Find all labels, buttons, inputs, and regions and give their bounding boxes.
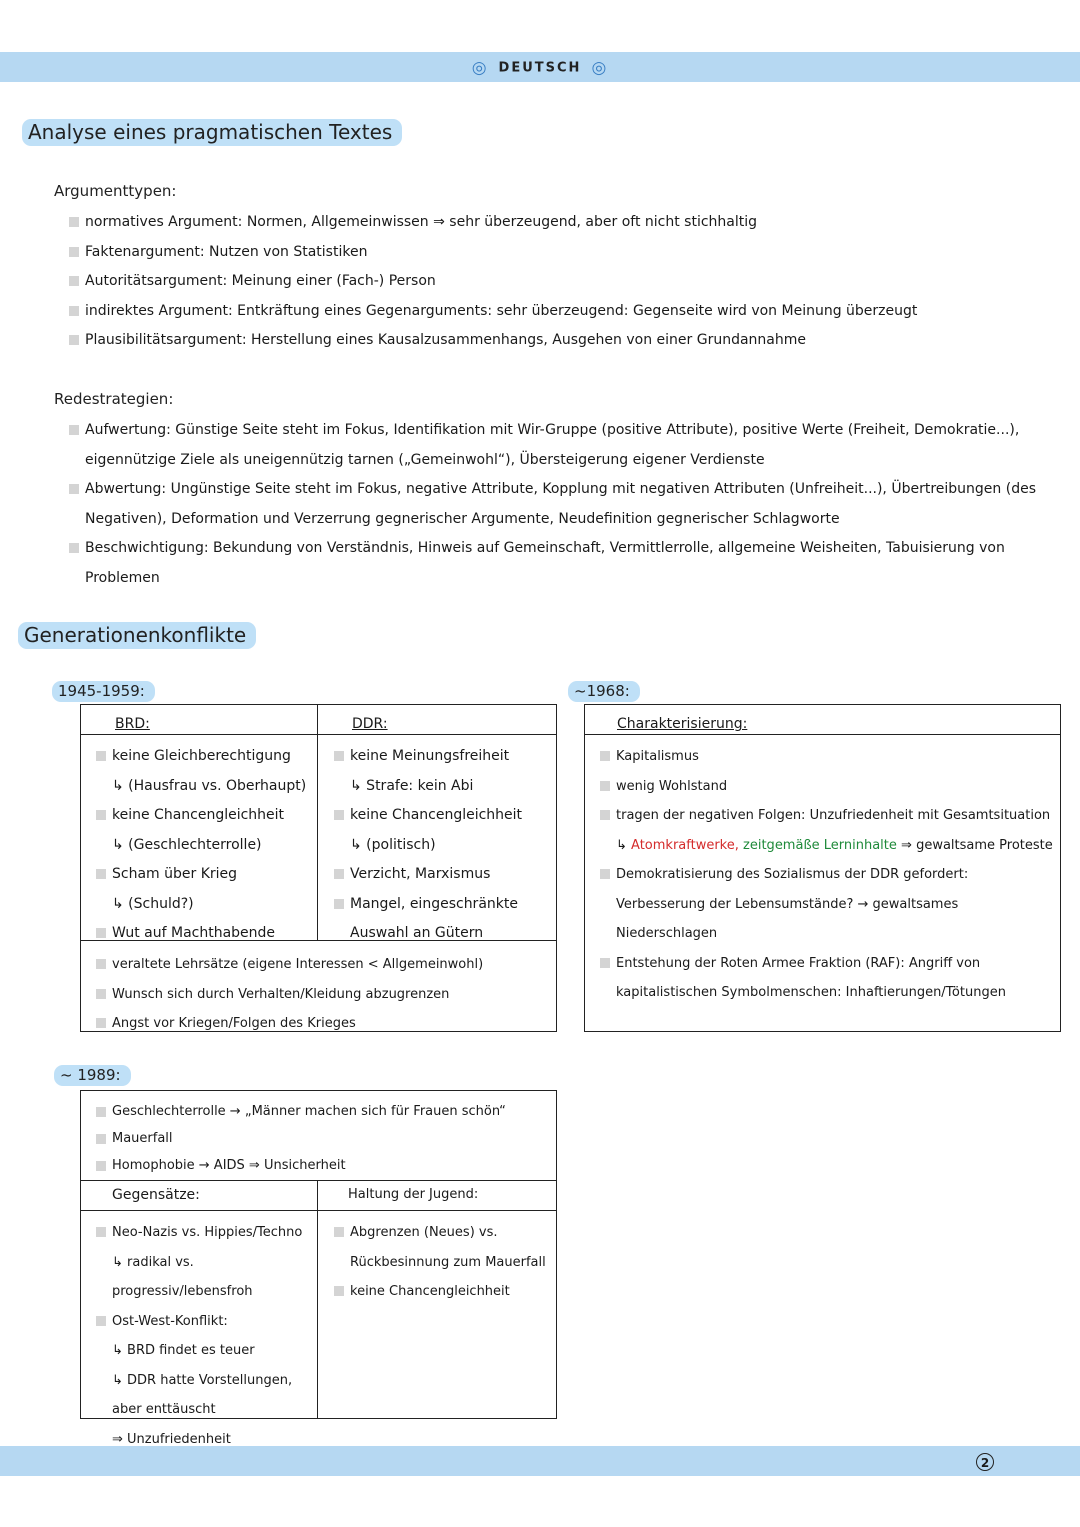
redestrategien-heading: Redestrategien: — [54, 390, 174, 408]
divider — [80, 1180, 557, 1181]
column-head-haltung: Haltung der Jugend: — [348, 1187, 479, 1202]
list-item: veraltete Lehrsätze (eigene Interessen < Allgemeinwohl) — [94, 950, 554, 980]
list-item: Geschlechterrolle → „Männer machen sich für Frauen schön“ — [94, 1098, 554, 1125]
footer-band — [0, 1446, 1080, 1476]
list-item: Plausibilitätsargument: Herstellung eines Kausalzusammenhangs, Ausgehen von einer Grundannahme — [67, 326, 1057, 356]
list-item: tragen der negativen Folgen: Unzufriedenheit mit Gesamtsituation — [598, 801, 1056, 831]
list-item: indirektes Argument: Entkräftung eines Gegenarguments: sehr überzeugend: Gegenseite wird von Meinung überzeugt — [67, 297, 1057, 327]
list-item: Demokratisierung des Sozialismus der DDR gefordert: Verbesserung der Lebensumstände? → gewaltsames Niederschlagen — [598, 860, 1056, 949]
section-title-generationenkonflikte: Generationenkonflikte — [18, 623, 256, 647]
consequence-line: ↳ Atomkraftwerke, zeitgemäße Lerninhalte ⇒ gewaltsame Proteste — [616, 837, 1053, 853]
list-item: Wunsch sich durch Verhalten/Kleidung abzugrenzen — [94, 980, 554, 1010]
list-item: aber enttäuscht — [112, 1402, 216, 1417]
list-item: Faktenargument: Nutzen von Statistiken — [67, 238, 1057, 268]
list-item: Auswahl an Gütern — [350, 925, 484, 941]
list-item: keine Chancengleichheit — [332, 1277, 554, 1307]
list-item: keine Chancengleichheit — [332, 801, 554, 831]
argumenttypen-list — [67, 208, 1057, 356]
page-number: 2 — [976, 1453, 994, 1471]
divider — [80, 734, 557, 735]
list-item: Angst vor Kriegen/Folgen des Krieges — [94, 1009, 554, 1039]
subject-title: DEUTSCH — [498, 60, 582, 76]
gegensaetze-list — [94, 1218, 316, 1454]
header — [0, 58, 1080, 78]
list-item: Ost-West-Konflikt: — [94, 1307, 316, 1337]
ddr-list — [332, 742, 554, 949]
list-item: normatives Argument: Normen, Allgemeinwissen ⇒ sehr überzeugend, aber oft nicht stichhaltig — [67, 208, 1057, 238]
list-item: ↳ BRD findet es teuer — [112, 1343, 255, 1358]
divider — [317, 704, 318, 941]
list-item: Mangel, eingeschränkte — [332, 890, 554, 920]
argumenttypen-heading: Argumenttypen: — [54, 182, 177, 200]
list-item: Rückbesinnung zum Mauerfall — [350, 1254, 546, 1270]
list-item: ↳ (Schuld?) — [112, 895, 194, 912]
list-item: ↳ (Geschlechterrolle) — [112, 836, 262, 853]
list-item: Autoritätsargument: Meinung einer (Fach-) Person — [67, 267, 1057, 297]
list-item: Mauerfall — [94, 1125, 554, 1152]
list-item: Abgrenzen (Neues) vs. — [332, 1218, 554, 1248]
divider — [317, 1180, 318, 1419]
divider — [80, 1210, 557, 1211]
list-item: Wut auf Machthabende — [94, 919, 314, 949]
column-head-brd: BRD: — [115, 716, 150, 732]
list-item: ↳ radikal vs. progressiv/lebensfroh — [112, 1254, 253, 1299]
list-item: Kapitalismus — [598, 742, 1056, 772]
list-item: Beschwichtigung: Bekundung von Verständnis, Hinweis auf Gemeinschaft, Vermittlerrolle, allgemeine Weisheiten, Tabuisierung von Problemen — [67, 534, 1067, 593]
list-item: ↳ (Hausfrau vs. Oberhaupt) — [112, 777, 307, 794]
common-list-1945 — [94, 950, 554, 1039]
list-1968 — [598, 742, 1056, 1008]
period-label-1989: ~ 1989: — [54, 1066, 131, 1084]
list-item: Abwertung: Ungünstige Seite steht im Fokus, negative Attribute, Kopplung mit negativen Attributen (Unfreiheit...), Übertreibungen (des Negativen), Deformation und Verzerrung gegnerischer Argumente, Neudefinition gegnerischer Schlagworte — [67, 475, 1067, 534]
divider — [584, 734, 1061, 735]
list-item: keine Gleichberechtigung — [94, 742, 314, 772]
top-list-1989 — [94, 1098, 554, 1179]
brd-list — [94, 742, 314, 949]
list-item: Aufwertung: Günstige Seite steht im Fokus, Identifikation mit Wir-Gruppe (positive Attribute), positive Werte (Freiheit, Demokratie...), eigennützige Ziele als uneigennützig tarnen („Gemeinwohl“), Übersteigerung eigener Verdienste — [67, 416, 1067, 475]
list-item: ↳ DDR hatte Vorstellungen, — [112, 1372, 293, 1388]
swirl-icon: ◎ — [471, 58, 489, 78]
period-label-1945: 1945-1959: — [52, 682, 155, 700]
column-head-gegensaetze: Gegensätze: — [112, 1187, 200, 1203]
column-head-ddr: DDR: — [352, 716, 388, 732]
list-item: ↳ Strafe: kein Abi — [350, 777, 474, 794]
list-item: keine Meinungsfreiheit — [332, 742, 554, 772]
list-item: Verzicht, Marxismus — [332, 860, 554, 890]
list-item: Homophobie → AIDS ⇒ Unsicherheit — [94, 1152, 554, 1179]
section-title-analyse: Analyse eines pragmatischen Textes — [22, 120, 402, 144]
list-item: Neo-Nazis vs. Hippies/Techno — [94, 1218, 316, 1248]
haltung-list — [332, 1218, 554, 1307]
column-head-charakterisierung: Charakterisierung: — [617, 716, 748, 732]
list-item: ↳ (politisch) — [350, 836, 436, 853]
period-label-1968: ~1968: — [568, 682, 640, 700]
list-item: keine Chancengleichheit — [94, 801, 314, 831]
list-item: wenig Wohlstand — [598, 772, 1056, 802]
swirl-icon: ◎ — [591, 58, 609, 78]
list-item: Entstehung der Roten Armee Fraktion (RAF): Angriff von kapitalistischen Symbolmenschen: Inhaftierungen/Tötungen — [598, 949, 1056, 1008]
list-item: ⇒ Unzufriedenheit — [112, 1431, 231, 1447]
list-item: Scham über Krieg — [94, 860, 314, 890]
redestrategien-list — [67, 416, 1067, 593]
